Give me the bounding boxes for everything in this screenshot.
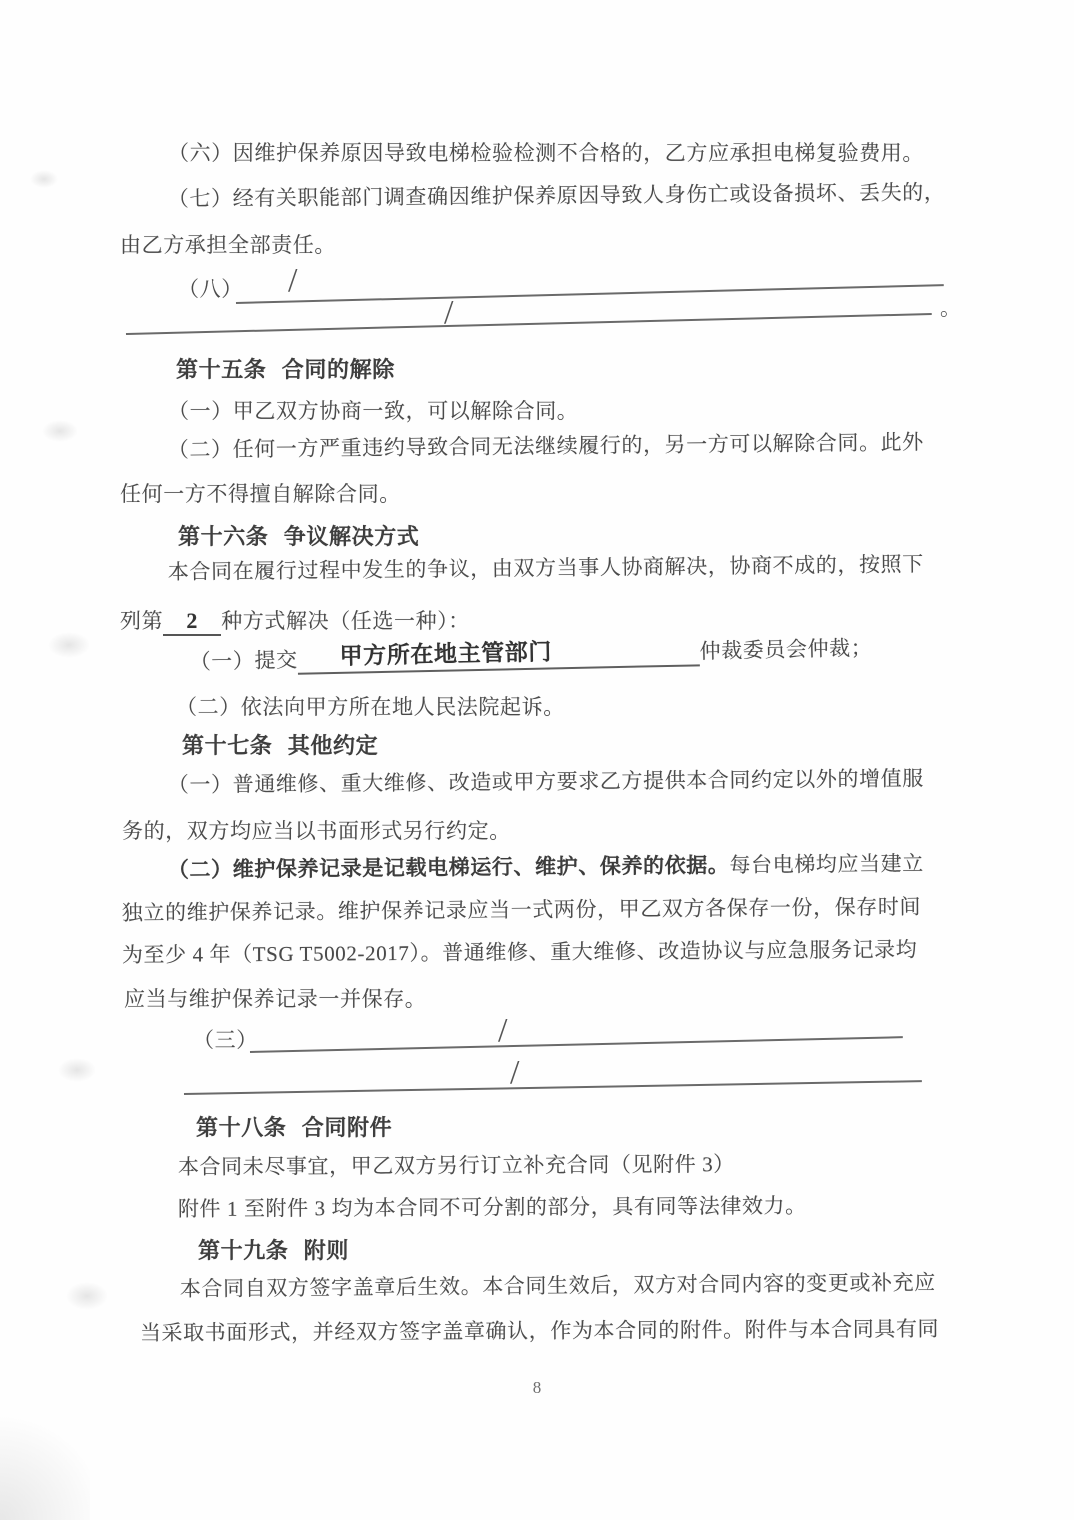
clause16-intro-line1: 本合同在履行过程中发生的争议，由双方当事人协商解决，协商不成的，按照下 xyxy=(167,552,924,585)
slash-mark: / xyxy=(498,1012,508,1049)
slash-mark: / xyxy=(510,1054,520,1091)
clause16-heading xyxy=(178,522,419,552)
slash-mark: / xyxy=(444,294,454,331)
clause15-item2-line1: （二）任何一方严重违约导致合同无法继续履行的，另一方可以解除合同。此外 xyxy=(167,430,924,463)
clause14-item6: （六）因维护保养原因导致电梯检验检测不合格的，乙方应承担电梯复验费用。 xyxy=(168,141,924,165)
clause16-number: 第十六条 xyxy=(178,524,269,549)
period-mark: 。 xyxy=(940,296,961,320)
clause14-item7-line2: 由乙方承担全部责任。 xyxy=(120,233,336,257)
scan-smudge xyxy=(30,170,58,188)
arbitration-prefix: （一）提交 xyxy=(189,647,298,675)
scan-smudge xyxy=(42,420,78,442)
slash-mark: / xyxy=(288,262,298,299)
clause17-item2-rest: 每台电梯均应当建立 xyxy=(729,851,924,878)
clause17-item2-line4: 应当与维护保养记录一并保存。 xyxy=(124,987,427,1011)
clause17-title: 其他约定 xyxy=(287,733,379,758)
clause19-title: 附则 xyxy=(303,1238,349,1263)
clause19-number: 第十九条 xyxy=(198,1238,289,1263)
clause15-item2-line2: 任何一方不得擅自解除合同。 xyxy=(120,482,401,506)
clause18-number: 第十八条 xyxy=(196,1115,287,1140)
clause19-line1: 本合同自双方签字盖章后生效。本合同生效后，双方对合同内容的变更或补充应 xyxy=(179,1270,936,1302)
selected-option-value: 2 xyxy=(163,608,221,636)
clause18-line1: 本合同未尽事宜，甲乙双方另行订立补充合同（见附件 3） xyxy=(177,1152,735,1179)
clause16-intro-line2 xyxy=(120,606,470,636)
clause17-item1-line2: 务的，双方均应当以书面形式另行约定。 xyxy=(122,819,511,843)
selection-prefix: 列第 xyxy=(120,609,164,633)
arbitration-suffix: 仲裁委员会仲裁； xyxy=(699,635,873,664)
clause15-item1: （一）甲乙双方协商一致，可以解除合同。 xyxy=(168,399,579,423)
clause15-heading xyxy=(176,355,395,385)
arbitration-blank-value: 甲方所在地主管部门 xyxy=(297,634,700,674)
clause18-title: 合同附件 xyxy=(301,1115,393,1140)
clause17-item2-line3: 为至少 4 年（TSG T5002-2017）。普通维修、重大维修、改造协议与应急服务记录均 xyxy=(121,937,918,968)
clause18-line2: 附件 1 至附件 3 均为本合同不可分割的部分，具有同等法律效力。 xyxy=(177,1193,807,1221)
clause15-title: 合同的解除 xyxy=(281,357,395,382)
clause17-item1-line1: （一）普通维修、重大维修、改造或甲方要求乙方提供本合同约定以外的增值服 xyxy=(167,766,924,798)
clause17-item2-line1 xyxy=(168,848,924,885)
blank-underline xyxy=(249,1008,903,1053)
clause16-title: 争议解决方式 xyxy=(283,524,420,549)
scan-corner-shade xyxy=(0,1400,90,1520)
clause14-item7-line1: （七）经有关职能部门调查确因维护保养原因导致人身伤亡或设备损坏、丢失的， xyxy=(167,180,946,212)
blank-underline xyxy=(183,1052,921,1095)
clause16-item2: （二）依法向甲方所在地人民法院起诉。 xyxy=(176,695,565,719)
clause19-line2: 当采取书面形式，并经双方签字盖章确认，作为本合同的附件。附件与本合同具有同 xyxy=(139,1316,940,1345)
clause19-heading xyxy=(198,1236,349,1266)
clause15-number: 第十五条 xyxy=(176,357,267,382)
scan-smudge xyxy=(66,1282,108,1310)
scan-smudge xyxy=(48,632,90,658)
clause16-item1 xyxy=(189,631,872,677)
clause17-heading xyxy=(182,731,378,761)
clause17-number: 第十七条 xyxy=(182,733,273,758)
scan-smudge xyxy=(58,1058,96,1082)
page-number: 8 xyxy=(532,1378,542,1397)
selection-suffix: 种方式解决（任选一种）： xyxy=(221,609,470,633)
clause17-item3-label: （三） xyxy=(193,1028,258,1052)
clause17-item2-bold-lead: （二）维护保养记录是记载电梯运行、维护、保养的依据。 xyxy=(167,853,730,883)
clause14-item8-label: （八） xyxy=(178,277,243,301)
clause17-item2-line2: 独立的维护保养记录。维护保养记录应当一式两份，甲乙双方各保存一份，保存时间 xyxy=(121,894,922,926)
clause18-heading xyxy=(196,1113,392,1143)
